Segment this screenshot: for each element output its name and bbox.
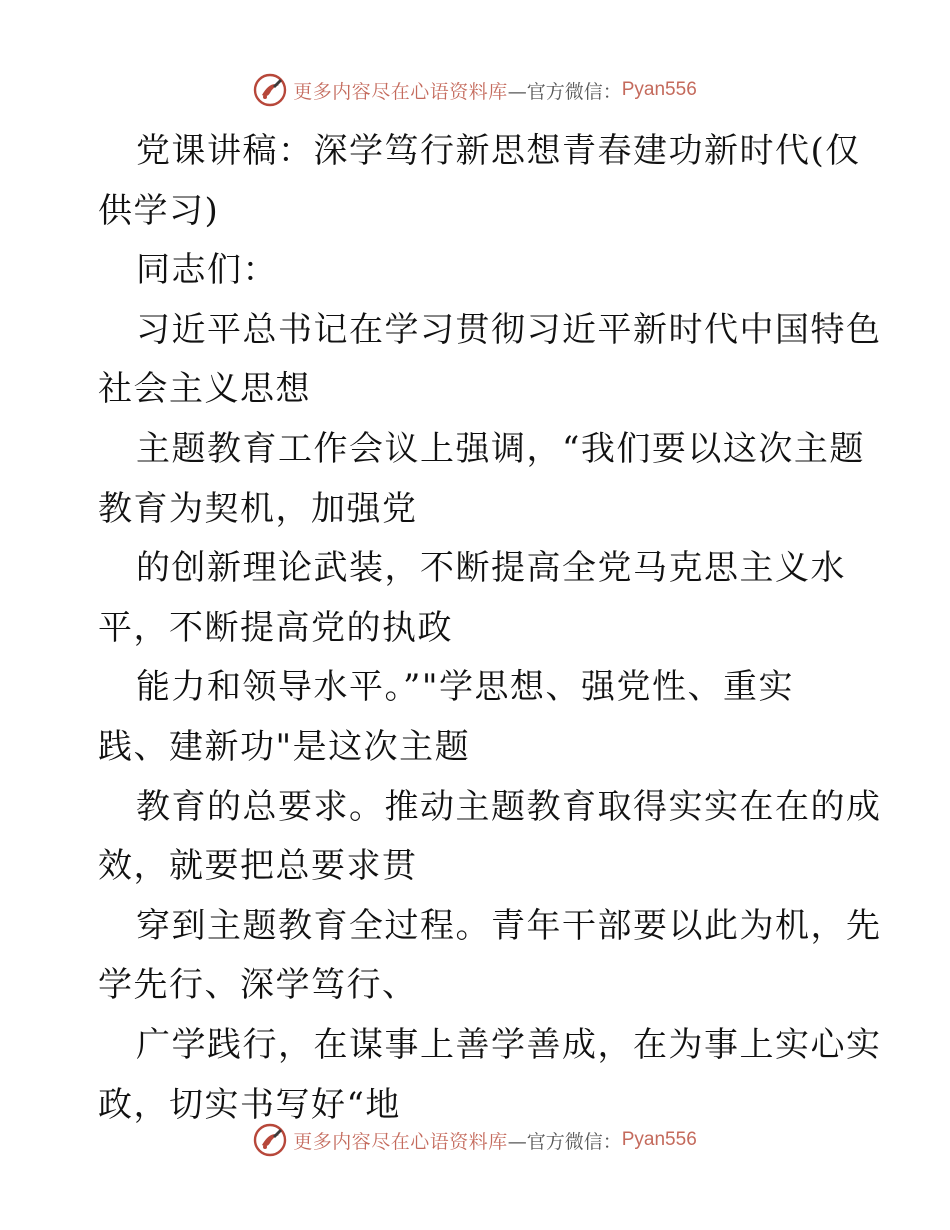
- text-line: 同志们：: [136, 250, 278, 291]
- text-line: 平，不断提高党的执政: [98, 607, 453, 648]
- text-line: 教育为契机，加强党: [98, 488, 418, 529]
- text-line: 能力和领导水平。”"学思想、强党性、重实: [136, 667, 795, 708]
- watermark-wechat-id: Pyan556: [621, 79, 697, 100]
- text-line: 的创新理论武装，不断提高全党马克思主义水: [136, 548, 846, 589]
- text-line: 习近平总书记在学习贯彻习近平新时代中国特色: [136, 309, 882, 350]
- text-line: 教育的总要求。推动主题教育取得实实在在的成: [136, 786, 882, 827]
- text-line: 穿到主题教育全过程。青年干部要以此为机，先: [136, 905, 882, 946]
- text-line: 社会主义思想: [98, 369, 311, 410]
- text-line: 政，切实书写好“地: [98, 1084, 401, 1125]
- watermark-separator: —官方微信：: [507, 1130, 622, 1153]
- text-line: 广学践行，在谋事上善学善成，在为事上实心实: [136, 1024, 882, 1065]
- watermark-wechat-id: Pyan556: [621, 1129, 697, 1150]
- text-line: 学先行、深学笃行、: [98, 965, 418, 1006]
- document-body: [98, 122, 882, 1135]
- brand-logo-icon: [253, 73, 287, 107]
- watermark-separator: —官方微信：: [507, 80, 622, 103]
- brand-logo-icon: [253, 1123, 287, 1157]
- footer-watermark: [0, 1120, 950, 1160]
- header-watermark: [0, 70, 950, 110]
- text-line: 供学习): [98, 190, 220, 231]
- watermark-site-text: 更多内容尽在心语资料库: [293, 80, 508, 103]
- text-line: 主题教育工作会议上强调，“我们要以这次主题: [136, 428, 865, 469]
- text-line: 党课讲稿：深学笃行新思想青春建功新时代(仅: [136, 131, 861, 171]
- text-line: 效，就要把总要求贯: [98, 846, 418, 887]
- watermark-site-text: 更多内容尽在心语资料库: [293, 1130, 508, 1153]
- text-line: 践、建新功"是这次主题: [98, 726, 471, 767]
